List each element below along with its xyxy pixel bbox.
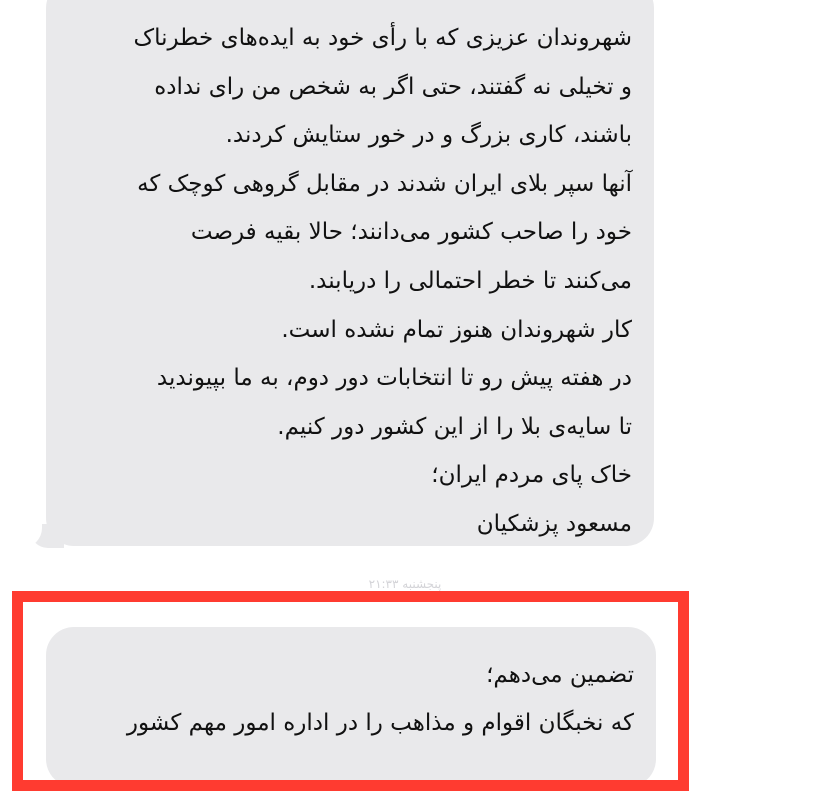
message-timestamp: پنجشنبه ۲۱:۳۳ xyxy=(368,577,442,591)
message-line: تضمین می‌دهم؛ xyxy=(486,662,634,688)
message-signature: مسعود پزشکیان xyxy=(476,510,632,537)
message-line: و تخیلی نه گفتند، حتی اگر به شخص من رای نداده xyxy=(154,73,632,100)
highlight-frame xyxy=(12,591,689,791)
message-line: شهروندان عزیزی که با رأی خود به ایده‌های خطرناک xyxy=(133,25,632,51)
message-line: باشند، کاری بزرگ و در خور ستایش کردند. xyxy=(225,122,632,149)
message-line: کار شهروندان هنوز تمام نشده است. xyxy=(281,316,632,343)
message-line: خود را صاحب کشور می‌دانند؛ حالا بقیه فرصت xyxy=(190,219,632,246)
message-line: که نخبگان اقوام و مذاهب را در اداره امور مهم کشور xyxy=(126,710,634,736)
message-line: در هفته پیش رو تا انتخابات دور دوم، به ما بپیوندید xyxy=(156,365,632,392)
message-line: آنها سپر بلای ایران شدند در مقابل گروهی کوچک که xyxy=(137,170,632,197)
message-bubble[interactable] xyxy=(46,0,654,546)
message-line: خاک پای مردم ایران؛ xyxy=(431,462,632,489)
message-line: می‌کنند تا خطر احتمالی را دریابند. xyxy=(308,267,632,294)
message-line: تا سایه‌ی بلا را از این کشور دور کنیم. xyxy=(277,413,632,440)
